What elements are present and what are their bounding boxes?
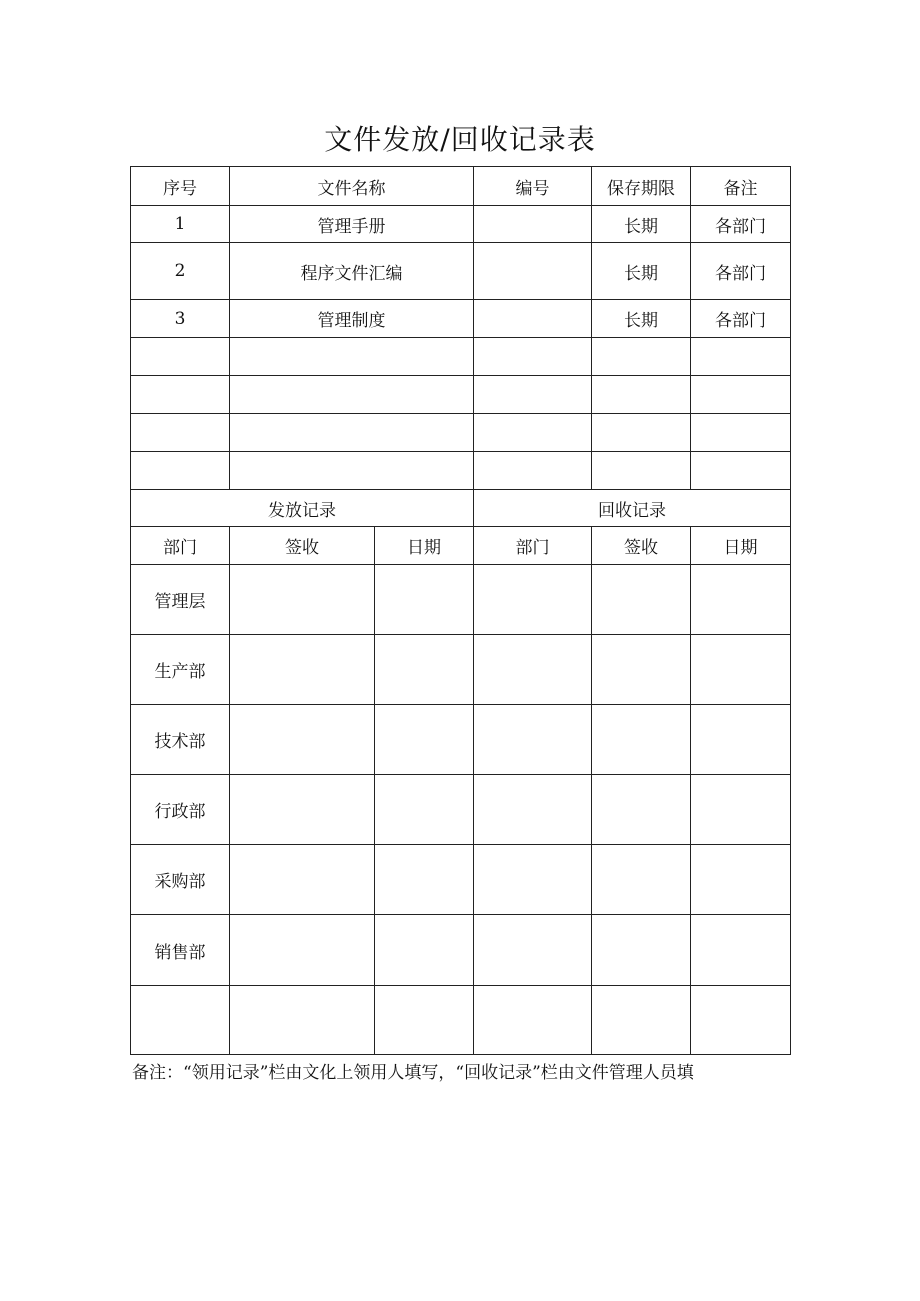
recover-date-cell[interactable] (691, 705, 791, 775)
file-serial-no (131, 338, 230, 376)
issue-date-cell[interactable] (375, 565, 474, 635)
recover-record-label: 回收记录 (474, 490, 791, 527)
department-row (131, 635, 791, 705)
recover-department-cell[interactable] (474, 915, 592, 986)
recover-date-header: 日期 (691, 527, 791, 565)
recover-department-cell[interactable] (474, 986, 592, 1055)
issue-date-cell[interactable] (375, 986, 474, 1055)
recover-date-cell[interactable] (691, 845, 791, 915)
file-remarks: 各部门 (691, 243, 791, 300)
recover-signature-cell[interactable] (592, 845, 691, 915)
file-serial-no: 2 (131, 243, 230, 300)
file-retention-period: 长期 (592, 300, 691, 338)
department-row (131, 565, 791, 635)
department-name: 销售部 (131, 915, 230, 986)
file-row (131, 452, 791, 490)
header-file-name: 文件名称 (230, 167, 474, 206)
department-name: 行政部 (131, 775, 230, 845)
file-remarks: 各部门 (691, 206, 791, 243)
recover-date-cell[interactable] (691, 635, 791, 705)
file-retention-period (592, 452, 691, 490)
recover-date-cell[interactable] (691, 986, 791, 1055)
remarks-footnote: 备注：“领用记录”栏由文化上领用人填写，“回收记录”栏由文件管理人员填 (132, 1063, 694, 1083)
issue-date-cell[interactable] (375, 915, 474, 986)
file-name: 程序文件汇编 (230, 243, 474, 300)
file-row (131, 338, 791, 376)
recover-date-cell[interactable] (691, 915, 791, 986)
file-name: 管理制度 (230, 300, 474, 338)
file-code (474, 338, 592, 376)
file-remarks: 各部门 (691, 300, 791, 338)
issue-signature-header: 签收 (230, 527, 375, 565)
recover-date-cell[interactable] (691, 565, 791, 635)
department-row (131, 775, 791, 845)
issue-signature-cell[interactable] (230, 915, 375, 986)
file-remarks (691, 452, 791, 490)
issue-department-header: 部门 (131, 527, 230, 565)
issue-signature-cell[interactable] (230, 986, 375, 1055)
department-row (131, 915, 791, 986)
recover-department-cell[interactable] (474, 845, 592, 915)
page-title: 文件发放/回收记录表 (324, 123, 596, 156)
file-name (230, 452, 474, 490)
header-remarks: 备注 (691, 167, 791, 206)
file-retention-period (592, 414, 691, 452)
recover-signature-cell[interactable] (592, 565, 691, 635)
file-name (230, 338, 474, 376)
recover-department-cell[interactable] (474, 565, 592, 635)
department-name: 技术部 (131, 705, 230, 775)
file-remarks (691, 414, 791, 452)
file-row (131, 414, 791, 452)
file-name (230, 414, 474, 452)
file-retention-period (592, 376, 691, 414)
file-name: 管理手册 (230, 206, 474, 243)
issue-signature-cell[interactable] (230, 845, 375, 915)
file-serial-no (131, 376, 230, 414)
distribution-record-table (130, 166, 791, 1055)
file-retention-period: 长期 (592, 206, 691, 243)
issue-record-label: 发放记录 (131, 490, 474, 527)
department-name: 生产部 (131, 635, 230, 705)
file-retention-period (592, 338, 691, 376)
file-serial-no: 1 (131, 206, 230, 243)
file-retention-period: 长期 (592, 243, 691, 300)
issue-date-cell[interactable] (375, 775, 474, 845)
file-name (230, 376, 474, 414)
recover-signature-cell[interactable] (592, 635, 691, 705)
recover-signature-cell[interactable] (592, 986, 691, 1055)
department-name: 管理层 (131, 565, 230, 635)
file-code (474, 376, 592, 414)
header-serial-no: 序号 (131, 167, 230, 206)
department-name (131, 986, 230, 1055)
header-file-code: 编号 (474, 167, 592, 206)
file-table-header-row (131, 167, 791, 206)
file-code (474, 414, 592, 452)
issue-signature-cell[interactable] (230, 775, 375, 845)
department-row (131, 705, 791, 775)
file-remarks (691, 376, 791, 414)
file-code (474, 452, 592, 490)
department-row (131, 986, 791, 1055)
issue-signature-cell[interactable] (230, 705, 375, 775)
issue-signature-cell[interactable] (230, 635, 375, 705)
recover-department-cell[interactable] (474, 635, 592, 705)
issue-date-cell[interactable] (375, 845, 474, 915)
recover-signature-cell[interactable] (592, 915, 691, 986)
file-code (474, 300, 592, 338)
issue-date-header: 日期 (375, 527, 474, 565)
file-row (131, 243, 791, 300)
header-retention-period: 保存期限 (592, 167, 691, 206)
recover-date-cell[interactable] (691, 775, 791, 845)
file-remarks (691, 338, 791, 376)
file-code (474, 243, 592, 300)
recover-department-cell[interactable] (474, 705, 592, 775)
file-serial-no (131, 452, 230, 490)
file-serial-no: 3 (131, 300, 230, 338)
recover-signature-cell[interactable] (592, 705, 691, 775)
department-name: 采购部 (131, 845, 230, 915)
record-subheader-row (131, 527, 791, 565)
recover-signature-header: 签收 (592, 527, 691, 565)
department-row (131, 845, 791, 915)
recover-signature-cell[interactable] (592, 775, 691, 845)
issue-date-cell[interactable] (375, 635, 474, 705)
issue-signature-cell[interactable] (230, 565, 375, 635)
file-serial-no (131, 414, 230, 452)
file-code (474, 206, 592, 243)
file-row (131, 300, 791, 338)
file-row (131, 376, 791, 414)
file-row (131, 206, 791, 243)
recover-department-cell[interactable] (474, 775, 592, 845)
recover-department-header: 部门 (474, 527, 592, 565)
issue-date-cell[interactable] (375, 705, 474, 775)
record-section-header-row (131, 490, 791, 527)
